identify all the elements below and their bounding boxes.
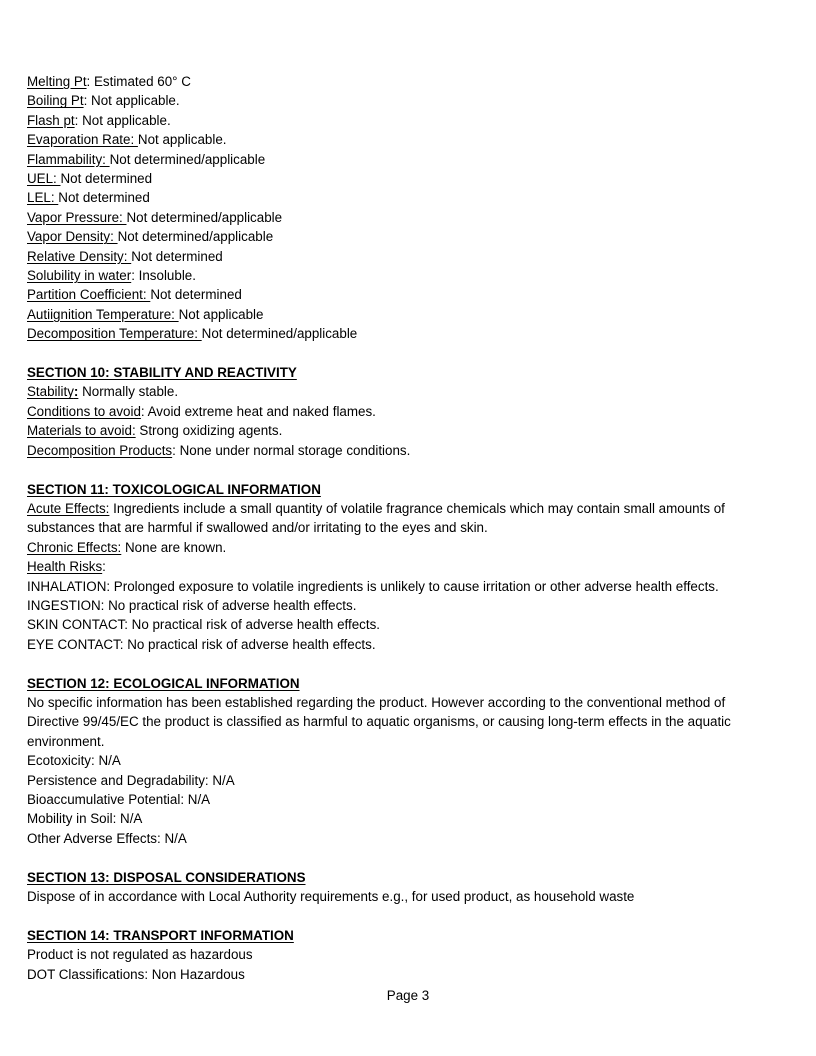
- spacer: [27, 344, 757, 363]
- chronic-effects-value: None are known.: [121, 539, 227, 555]
- property-value: Not determined: [58, 190, 150, 206]
- chronic-effects-label: Chronic Effects:: [27, 539, 122, 555]
- section-12: [27, 674, 757, 849]
- other-effects-line: Other Adverse Effects: N/A: [27, 830, 187, 846]
- property-value: : Estimated 60° C: [86, 74, 191, 89]
- conditions-value: : Avoid extreme heat and naked flames.: [140, 403, 376, 419]
- property-label: Solubility in water: [27, 268, 132, 284]
- property-label: LEL:: [27, 190, 59, 206]
- property-boiling-point: [27, 91, 757, 110]
- materials-value: Strong oxidizing agents.: [135, 423, 283, 439]
- property-value: Not determined/applicable: [117, 229, 274, 245]
- section-heading: SECTION 10: STABILITY AND REACTIVITY: [27, 365, 297, 381]
- health-risks-colon: :: [102, 559, 106, 575]
- persistence-line: Persistence and Degradability: N/A: [27, 772, 235, 788]
- property-evaporation-rate: [27, 130, 757, 149]
- decomposition-value: : None under normal storage conditions.: [172, 442, 411, 458]
- conditions-label: Conditions to avoid: [27, 403, 141, 419]
- property-value: : Not applicable.: [74, 112, 171, 128]
- acute-effects-label: Acute Effects:: [27, 500, 110, 516]
- spacer: [27, 848, 757, 867]
- property-value: Not determined/applicable: [109, 151, 266, 167]
- section-heading: SECTION 12: ECOLOGICAL INFORMATION: [27, 675, 300, 691]
- property-label: Autiignition Temperature:: [27, 306, 179, 322]
- property-label: Melting Pt: [27, 74, 87, 89]
- spacer: [27, 654, 757, 673]
- section-heading: SECTION 13: DISPOSAL CONSIDERATIONS: [27, 869, 306, 885]
- materials-line: [27, 421, 757, 440]
- property-relative-density: [27, 247, 757, 266]
- property-value: Not determined/applicable: [201, 326, 358, 342]
- property-label: Decomposition Temperature:: [27, 326, 202, 342]
- property-label: Relative Density:: [27, 248, 132, 264]
- chronic-effects-line: [27, 538, 757, 557]
- ecotoxicity-line: Ecotoxicity: N/A: [27, 753, 121, 769]
- property-vapor-density: [27, 227, 757, 246]
- inhalation-line: INHALATION: Prolonged exposure to volatile ingredients is unlikely to cause irritation or other adverse health effects.: [27, 578, 719, 594]
- mobility-line: Mobility in Soil: N/A: [27, 811, 143, 827]
- property-vapor-pressure: [27, 208, 757, 227]
- bioaccumulative-line: Bioaccumulative Potential: N/A: [27, 791, 211, 807]
- page-number: Page 3: [386, 988, 430, 1003]
- property-flash-point: [27, 111, 757, 130]
- acute-effects-paragraph: [27, 499, 745, 538]
- skin-contact-line: SKIN CONTACT: No practical risk of adverse health effects.: [27, 617, 380, 633]
- property-partition-coefficient: [27, 285, 757, 304]
- section-11: [27, 480, 757, 655]
- property-solubility: [27, 266, 757, 285]
- property-value: Not determined: [131, 248, 223, 264]
- decomposition-line: [27, 441, 757, 460]
- health-risks-label: Health Risks: [27, 559, 103, 575]
- property-value: : Insoluble.: [131, 268, 196, 284]
- spacer: [27, 906, 757, 925]
- property-uel: [27, 169, 757, 188]
- disposal-line: Dispose of in accordance with Local Authority requirements e.g., for used product, as household waste: [27, 889, 635, 904]
- conditions-line: [27, 402, 757, 421]
- property-melting-point: [27, 72, 757, 91]
- property-flammability: [27, 150, 757, 169]
- property-label: UEL:: [27, 171, 61, 187]
- section-heading: SECTION 14: TRANSPORT INFORMATION: [27, 927, 294, 943]
- ingestion-line: INGESTION: No practical risk of adverse health effects.: [27, 597, 357, 613]
- property-label: Boiling Pt: [27, 93, 84, 109]
- document-page: [27, 72, 757, 984]
- materials-label: Materials to avoid:: [27, 423, 136, 439]
- acute-effects-value: Ingredients include a small quantity of volatile fragrance chemicals which may contain small amounts of substances that are harmful if swallowed and/or irritating to the eyes and skin.: [27, 500, 725, 536]
- stability-line: [27, 382, 757, 401]
- property-value: : Not applicable.: [83, 93, 180, 109]
- property-lel: [27, 188, 757, 207]
- property-value: Not applicable.: [137, 132, 227, 148]
- section-13: [27, 868, 757, 907]
- property-value: Not determined: [150, 287, 242, 303]
- property-label: Evaporation Rate:: [27, 132, 138, 148]
- property-label: Flash pt: [27, 112, 75, 128]
- property-label: Vapor Pressure:: [27, 209, 127, 225]
- transport-line-2: DOT Classifications: Non Hazardous: [27, 966, 245, 982]
- section-14: [27, 926, 757, 984]
- section-heading: SECTION 11: TOXICOLOGICAL INFORMATION: [27, 481, 321, 497]
- section-10: [27, 363, 757, 460]
- property-label: Flammability:: [27, 151, 110, 167]
- transport-line-1: Product is not regulated as hazardous: [27, 947, 253, 963]
- property-label: Vapor Density:: [27, 229, 118, 245]
- health-risks-line: [27, 557, 757, 576]
- property-label: Partition Coefficient:: [27, 287, 151, 303]
- stability-value: Normally stable.: [78, 384, 179, 400]
- ecological-paragraph: No specific information has been established regarding the product. However according to the conventional method of Directive 99/45/EC the product is classified as harmful to aquatic organisms, or causing long-term effects in the aquatic environment.: [27, 694, 731, 749]
- physical-properties-list: [27, 72, 757, 344]
- eye-contact-line: EYE CONTACT: No practical risk of adverse health effects.: [27, 636, 376, 652]
- stability-colon: :: [73, 384, 79, 400]
- property-decomposition-temperature: [27, 324, 757, 343]
- decomposition-label: Decomposition Products: [27, 442, 173, 458]
- property-value: Not determined: [60, 171, 153, 187]
- stability-label: Stability: [27, 384, 74, 400]
- spacer: [27, 460, 757, 479]
- property-value: Not applicable: [178, 306, 264, 322]
- property-value: Not determined/applicable: [126, 209, 283, 225]
- property-autoignition-temperature: [27, 305, 757, 324]
